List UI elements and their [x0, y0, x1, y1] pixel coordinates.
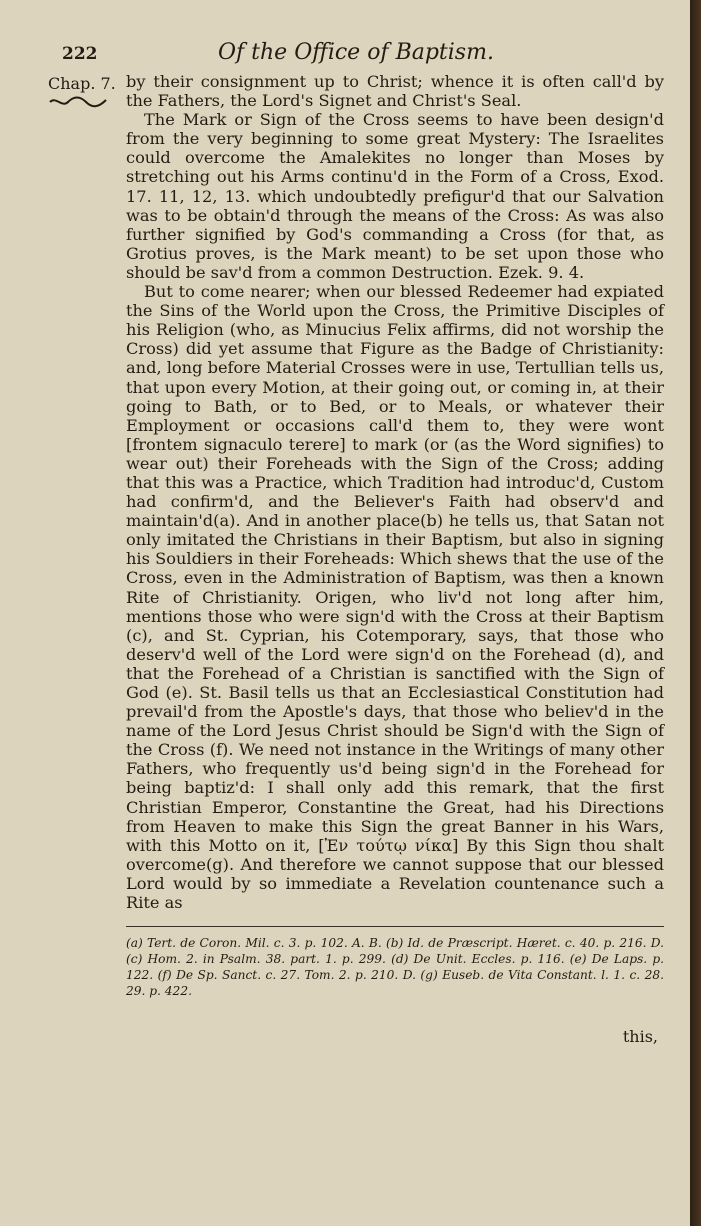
running-head: Of the Office of Baptism. — [218, 40, 494, 65]
catchword: this, — [622, 1027, 658, 1047]
paragraph-1: by their consignment up to Christ; whence it is often call'd by the Fathers, the Lord's Signet and Christ's Seal. — [126, 72, 664, 111]
page-header — [48, 34, 664, 72]
paragraph-2: The Mark or Sign of the Cross seems to have been design'd from the very beginning to some great Mystery: The Israelites could overcome the Amalekites no longer than Moses by stretching out his Arms continu'd in the Form of a Cross, Exod. 17. 11, 12, 13. which undoubtedly prefigur'd that our Salvation was to be obtain'd through the means of the Cross: As was also further signified by God's commanding a Cross (for that, as Grotius proves, is the Mark meant) to be set upon those who should be sav'd from a common Destruction. Ezek. 9. 4. — [126, 110, 664, 282]
binding-gutter — [690, 0, 701, 1226]
body-row — [48, 72, 664, 912]
paragraph-3: But to come nearer; when our blessed Redeemer had expiated the Sins of the World upon the Cross, the Primitive Disciples of his Religion (who, as Minucius Felix affirms, did not worship the Cross) did yet assume that Figure as the Badge of Christianity: and, long before Material Crosses were in use, Tertullian tells us, that upon every Motion, at their going out, or coming in, at their going to Bath, or to Bed, or to Meals, or whatever their Employment or occasions call'd them to, they were wont [frontem signaculo terere] to mark (or (as the Word signifies) to wear out) their Foreheads with the Sign of the Cross; adding that this was a Practice, which Tradition had introduc'd, Custom had confirm'd, and the Believer's Faith had observ'd and maintain'd(a). And in another place(b) he tells us, that Satan not only imitated the Christians in their Baptism, but also in signing his Souldiers in their Foreheads: Which shews that the use of the Cross, even in the Administration of Baptism, was then a known Rite of Christianity. Origen, who liv'd not long after him, mentions those who were sign'd with the Cross at their Baptism (c), and St. Cyprian, his Cotemporary, says, that those who deserv'd well of the Lord were sign'd on the Forehead (d), and that the Forehead of a Christian is sanctified with the Sign of God (e). St. Basil tells us that an Ecclesiastical Constitution had prevail'd from the Apostle's days, that those who believ'd in the name of the Lord Jesus Christ should be Sign'd with the Sign of the Cross (f). We need not instance in the Writings of many other Fathers, who frequently us'd being sign'd in the Forehead for being baptiz'd: I shall only add this remark, that the first Christian Emperor, Constantine the Great, had his Directions from Heaven to make this Sign the great Banner in his Wars, with this Motto on it, [Ἐν τούτῳ νίκα] By this Sign thou shalt overcome(g). And therefore we cannot suppose that our blessed Lord would by so immediate a Revelation countenance such a Rite as — [126, 282, 665, 913]
footnotes: (a) Tert. de Coron. Mil. c. 3. p. 102. A. B. (b) Id. de Præscript. Hæret. c. 40. p. 216. D. (c) Hom. 2. in Psalm. 38. part. 1. p. 299. (d) De Unit. Eccles. p. 116. (e) De Laps. p. 122. (f) De Sp. Sanct. c. 27. Tom. 2. p. 210. D. (g) Euseb. de Vita Constant. l. 1. c. 28. 29. p. 422. — [126, 926, 664, 999]
main-text — [126, 72, 664, 912]
ornament-icon — [48, 95, 118, 114]
margin-column — [48, 72, 118, 912]
chapter-marker: Chap. 7. — [48, 74, 116, 93]
page-number: 222 — [62, 44, 98, 64]
